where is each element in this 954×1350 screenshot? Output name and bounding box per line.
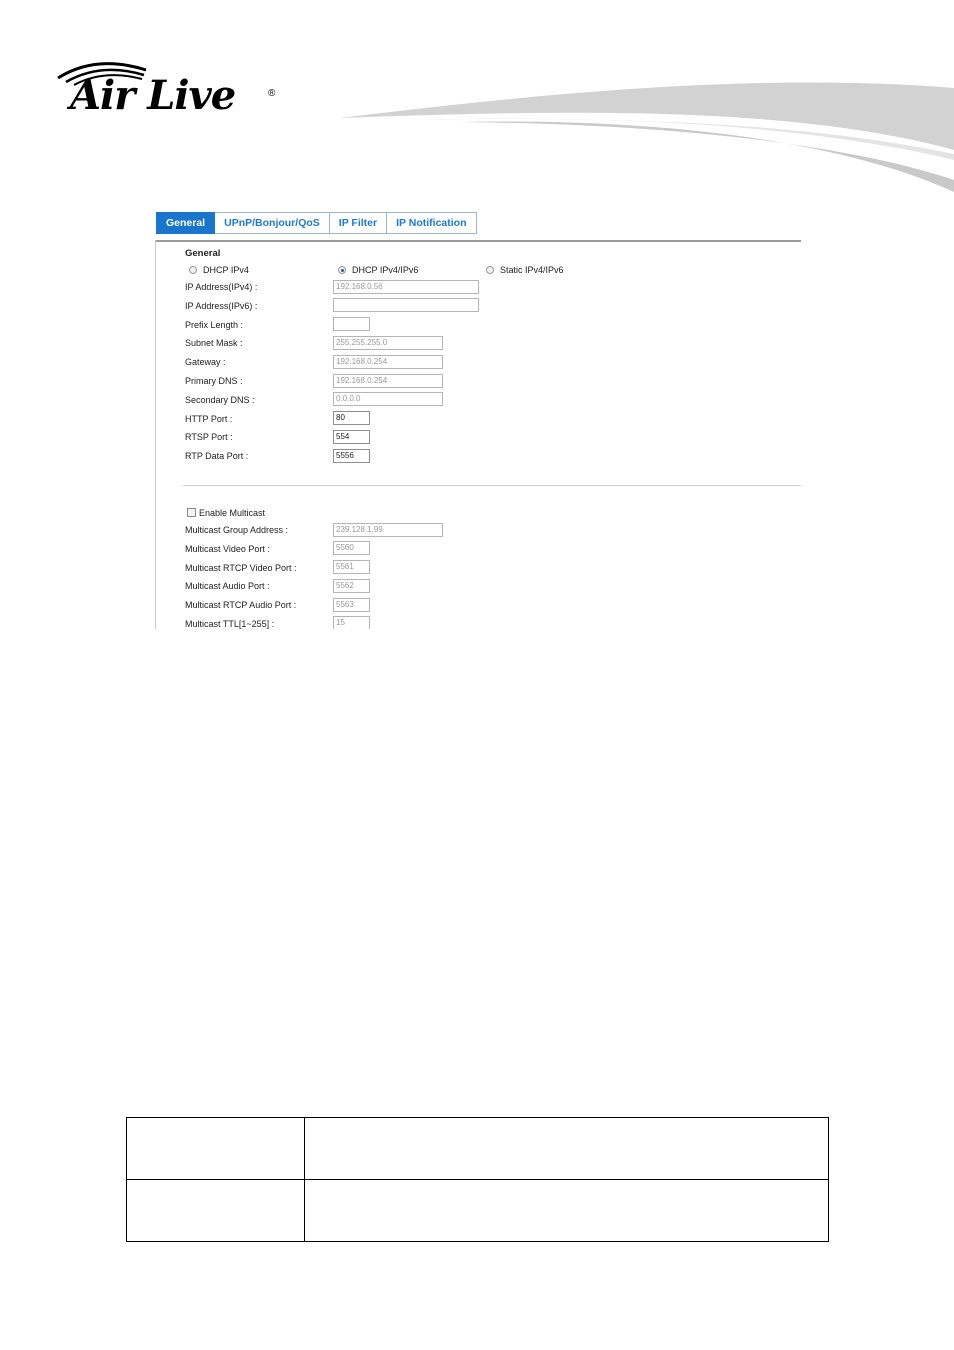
airlive-logo [56,58,286,128]
label-multicast-rtcp-video-port: Multicast RTCP Video Port : [185,563,297,573]
rtsp-port-input[interactable]: 554 [333,430,370,444]
radio-dhcp-ipv4[interactable] [189,264,249,276]
tab-general[interactable]: General [156,212,215,234]
label-rtp-data-port: RTP Data Port : [185,451,249,461]
label-multicast-ttl: Multicast TTL[1~255] : [185,619,275,629]
radio-label: Static IPv4/IPv6 [500,265,564,275]
tab-ip-notification[interactable]: IP Notification [387,212,476,234]
panel-left-border [155,240,156,629]
label-multicast-rtcp-audio-port: Multicast RTCP Audio Port : [185,600,297,610]
primary-dns-input[interactable]: 192.168.0.254 [333,374,443,388]
label-multicast-video-port: Multicast Video Port : [185,544,270,554]
radio-button-selected[interactable] [338,266,346,274]
table-row [127,1180,829,1242]
table-cell [127,1118,305,1180]
radio-static-ipv4-ipv6[interactable] [486,264,564,276]
table-cell [305,1180,829,1242]
ip-address-ipv4-input[interactable]: 192.168.0.56 [333,280,479,294]
label-http-port: HTTP Port : [185,414,233,424]
prefix-length-input[interactable] [333,317,370,331]
enable-multicast-label: Enable Multicast [199,507,266,518]
secondary-dns-input[interactable]: 0.0.0.0 [333,392,443,406]
network-tabs [156,212,477,234]
description-table [126,1117,829,1242]
rtp-data-port-input[interactable]: 5556 [333,449,370,463]
label-ip-address-ipv6: IP Address(IPv6) : [185,301,258,311]
radio-dhcp-ipv4-ipv6[interactable] [338,264,418,276]
enable-multicast-checkbox[interactable] [187,507,265,518]
label-ip-address-ipv4: IP Address(IPv4) : [185,282,258,292]
label-primary-dns: Primary DNS : [185,376,243,386]
radio-button[interactable] [189,266,197,274]
tab-upnp-bonjour-qos[interactable]: UPnP/Bonjour/QoS [215,212,330,234]
table-row [127,1118,829,1180]
label-gateway: Gateway : [185,357,226,367]
registered-mark: ® [268,88,276,99]
radio-label: DHCP IPv4/IPv6 [352,265,419,275]
table-cell [305,1118,829,1180]
section-title-general: General [185,248,221,259]
radio-label: DHCP IPv4 [203,265,249,275]
radio-button[interactable] [486,266,494,274]
header-swoosh-graphic [340,80,954,195]
label-rtsp-port: RTSP Port : [185,432,233,442]
label-secondary-dns: Secondary DNS : [185,395,255,405]
tab-ip-filter[interactable]: IP Filter [330,212,387,234]
label-multicast-audio-port: Multicast Audio Port : [185,581,270,591]
brand-name: Air Live [70,72,236,119]
label-subnet-mask: Subnet Mask : [185,338,243,348]
gateway-input[interactable]: 192.168.0.254 [333,355,443,369]
section-divider [183,485,801,486]
ip-address-ipv6-input[interactable] [333,298,479,312]
multicast-rtcp-audio-port-input[interactable]: 5563 [333,598,370,612]
multicast-group-address-input[interactable]: 239.128.1.99 [333,523,443,537]
panel-top-border [156,240,801,242]
table-cell [127,1180,305,1242]
label-multicast-group-address: Multicast Group Address : [185,525,289,535]
http-port-input[interactable]: 80 [333,411,370,425]
multicast-ttl-input[interactable]: 15 [333,616,370,629]
subnet-mask-input[interactable]: 255.255.255.0 [333,336,443,350]
multicast-rtcp-video-port-input[interactable]: 5561 [333,560,370,574]
multicast-audio-port-input[interactable]: 5562 [333,579,370,593]
label-prefix-length: Prefix Length : [185,320,244,330]
multicast-video-port-input[interactable]: 5560 [333,541,370,555]
checkbox-box[interactable] [187,508,196,517]
